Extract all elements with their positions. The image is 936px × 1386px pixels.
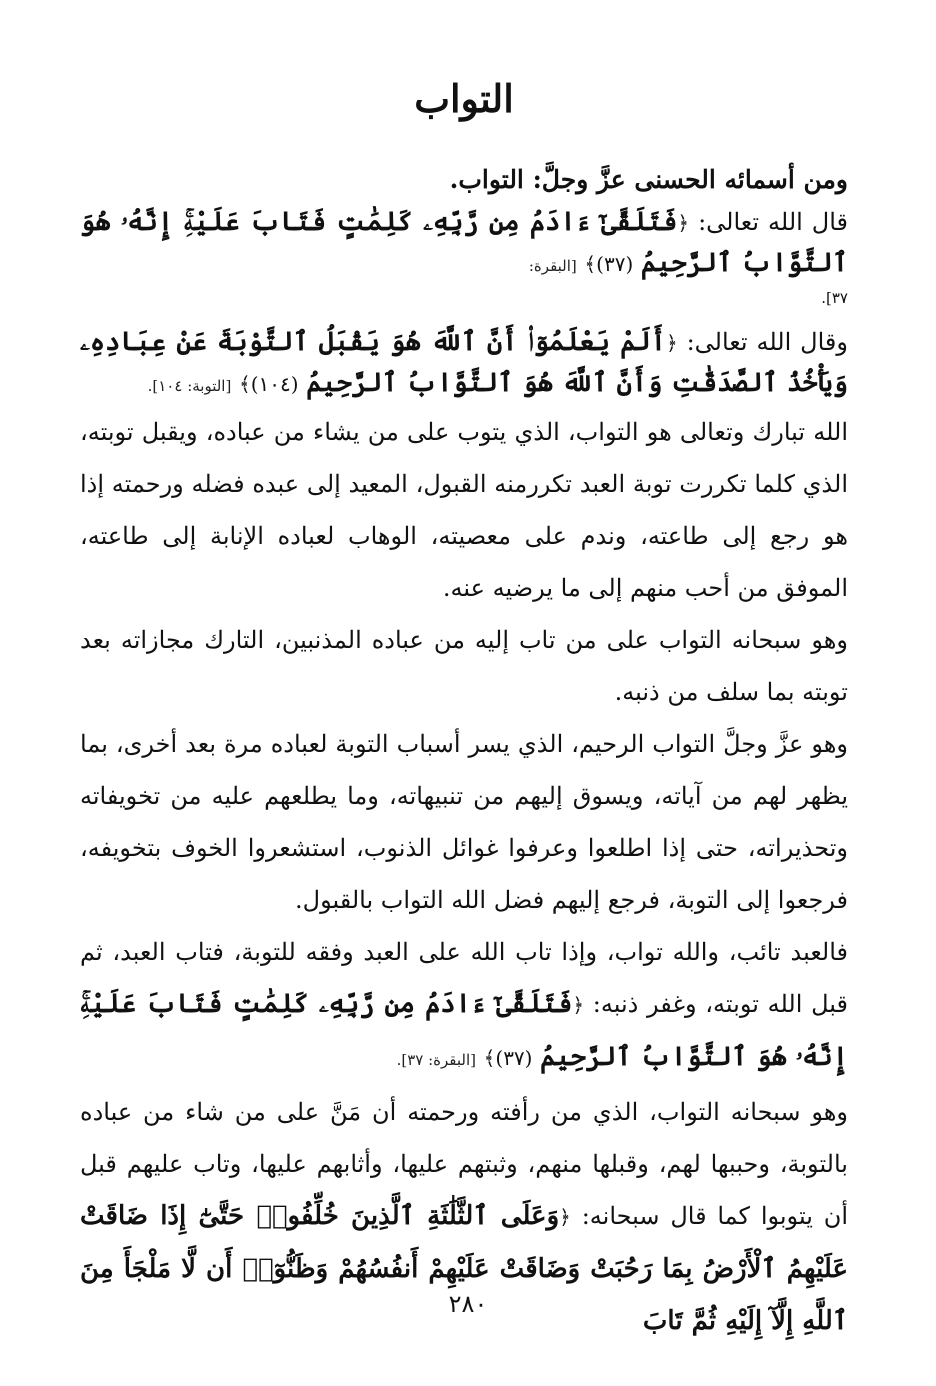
paragraph-2: وهو سبحانه التواب على من تاب إليه من عباده المذنبين، التارك مجازاته بعد توبته بما سلف من ذنبه.	[80, 626, 848, 706]
page-number: ٢٨٠	[448, 1290, 488, 1318]
paragraph-4	[80, 926, 848, 1086]
verse-1-close-bracket: ﴾	[584, 252, 597, 276]
page-title: التواب	[414, 76, 514, 121]
verse-2-number-value: ١٠٤	[258, 372, 291, 396]
paragraph-5-open-bracket: ﴿	[559, 1205, 571, 1229]
verse-2-number: (١٠٤)	[250, 372, 299, 396]
quran-verse-2	[80, 322, 848, 406]
paragraph-4-open-bracket: ﴿	[572, 993, 585, 1017]
verse-1-reference-start: [البقرة:	[528, 257, 577, 275]
paragraph-4-verse-number: (٣٧)	[495, 1046, 533, 1070]
verse-1-open-bracket: ﴿	[677, 211, 690, 235]
paragraph-4-ayah: فَتَلَقَّىٰٓ ءَادَمُ مِن رَّبِّهِۦ كَلِمَٰتٍ فَتَابَ عَلَيْهِۚ إِنَّهُۥ هُوَ ٱلتَّوَّابُ ٱلرَّحِيمُ	[80, 989, 848, 1072]
verse-2-close-bracket: ﴾	[238, 372, 251, 396]
verse-1-number: (٣٧)	[596, 252, 634, 276]
section-subtitle: ومن أسمائه الحسنى عزَّ وجلَّ: التواب.	[449, 165, 848, 194]
verse-1-intro: قال الله تعالى:	[698, 208, 848, 236]
paragraph-4-text: فالعبد تائب، والله تواب، وإذا تاب الله على العبد وفقه للتوبة، فتاب العبد، ثم قبل الله توبته، وغفر ذنبه:	[80, 938, 848, 1018]
paragraph-4-close-bracket: ﴾	[483, 1046, 496, 1070]
paragraph-5-text: وهو سبحانه التواب، الذي من رأفته ورحمته أن مَنَّ على من شاء من عباده بالتوبة، وحببها لهم، وقبلها منهم، وثبتهم عليها، وأثابهم عليها، وتاب عليهم قبل أن يتوبوا كما قال سبحانه:	[80, 1098, 849, 1230]
verse-1-reference-end: ٣٧].	[821, 289, 848, 307]
verse-1-text: فَتَلَقَّىٰٓ ءَادَمُ مِن رَّبِّهِۦ كَلِمَٰتٍ فَتَابَ عَلَيْهِۚ إِنَّهُۥ هُوَ ٱلتَّوَّابُ ٱلرَّحِيمُ	[80, 207, 848, 278]
verse-2-text: أَلَمْ يَعْلَمُوٓا۟ أَنَّ ٱللَّهَ هُوَ يَقْبَلُ ٱلتَّوْبَةَ عَنْ عِبَادِهِۦ وَيَأْخُذُ ٱلصَّدَقَٰتِ وَأَنَّ ٱللَّهَ هُوَ ٱلتَّوَّابُ ٱلرَّحِيمُ	[80, 327, 848, 398]
paragraph-3: وهو عزَّ وجلَّ التواب الرحيم، الذي يسر أسباب التوبة لعباده مرة بعد أخرى، بما يظهر لهم من آياته، ويسوق إليهم من تنبيهاته، وما يطلعهم عليه من تخويفاته وتحذيراته، حتى إذا اطلعوا وعرفوا غوائل الذنوب، استشعروا الخوف بتخويفه، فرجعوا إلى التوبة، فرجع إليهم فضل الله التواب بالقبول.	[80, 730, 848, 914]
verse-2-open-bracket: ﴿	[665, 331, 678, 355]
quran-verse-1	[80, 202, 848, 286]
paragraph-5-ayah: وَعَلَى ٱلثَّلَٰثَةِ ٱلَّذِينَ خُلِّفُوا۟ حَتَّىٰٓ إِذَا ضَاقَتْ عَلَيْهِمُ ٱلْأَرْضُ بِمَا رَحُبَتْ وَضَاقَتْ عَلَيْهِمْ أَنفُسُهُمْ وَظَنُّوٓا۟ أَن لَّا مَلْجَأَ مِنَ ٱللَّهِ إِلَّآ إِلَيْهِ ثُمَّ تَابَ	[80, 1201, 848, 1336]
paragraph-1: الله تبارك وتعالى هو التواب، الذي يتوب على من يشاء من عباده، ويقبل توبته، الذي كلما تكررت توبة العبد تكررمنه القبول، المعيد إلى عبده فضله ورحمته إذا هو رجع إلى طاعته، وندم على معصيته، الوهاب لعباده الإنابة إلى طاعته، الموفق من أحب منهم إلى ما يرضيه عنه.	[80, 418, 849, 602]
paragraph-4-verse-number-value: ٣٧	[503, 1046, 525, 1070]
paragraph-4-reference: [البقرة: ٣٧].	[396, 1051, 477, 1069]
verse-1-number-value: ٣٧	[603, 252, 626, 276]
verse-2-intro: وقال الله تعالى:	[686, 328, 848, 356]
verse-2-reference: [التوبة: ١٠٤].	[147, 377, 232, 395]
